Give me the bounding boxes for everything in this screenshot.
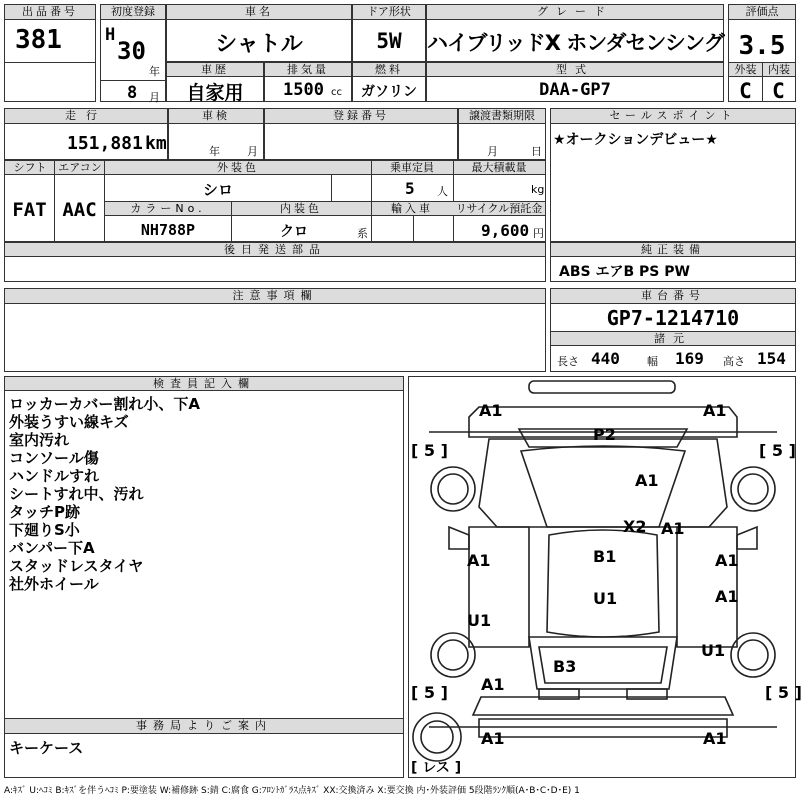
fuel-value: ガソリン [361, 84, 417, 100]
import-label: 輸入車 [371, 202, 453, 216]
exterior-label: 外装 [729, 63, 762, 77]
grade-value: ハイブリッドX ホンダセンシング [427, 31, 724, 55]
max-load-unit: kg [531, 183, 545, 196]
year-value: 30 [117, 37, 146, 65]
later-parts-box [4, 242, 546, 282]
damage-mark: B3 [553, 657, 577, 676]
width-value: 169 [675, 349, 704, 368]
office-label: 事務局よりご案内 [5, 719, 403, 734]
inspection-label: 車検 [169, 109, 263, 124]
tire-mark-rear-left: [ 5 ] [411, 683, 448, 702]
color-no-label: カラーNo. [105, 202, 231, 216]
capacity-label: 乗車定員 [371, 161, 453, 175]
equipment-label: 純正装備 [551, 243, 795, 257]
length-value: 440 [591, 349, 620, 368]
inspection-box [168, 108, 264, 160]
int-color-value: クロ [280, 224, 308, 240]
ext-color-label: 外装色 [105, 161, 371, 175]
history-value: 自家用 [186, 82, 244, 104]
specs-label: 諸元 [551, 332, 795, 346]
inspector-note: ロッカーカバー割れ小、下A [9, 395, 201, 413]
legend-text: A:ｷｽﾞ U:ﾍｺﾐ B:ｷｽﾞを伴うﾍｺﾐ P:要塗装 W:補修跡 S:錆 C:腐食 G:ﾌﾛﾝﾄｶﾞﾗｽ点ｷｽﾞ XX:交換済み X:要交換 内･外装評価 5段階ﾗﾝｸ順(A･B･C･D･E) 1 [4, 786, 580, 796]
history-label: 車歴 [167, 63, 263, 77]
score-value: 3.5 [738, 31, 786, 61]
recycle-label: リサイクル預託金 [453, 202, 545, 216]
sales-point-label: セールスポイント [551, 109, 795, 124]
history-box [166, 62, 264, 102]
damage-mark: P2 [593, 425, 616, 444]
car-diagram-box [408, 376, 802, 778]
recycle-value: 9,600 [481, 221, 530, 240]
damage-mark: U1 [467, 611, 492, 630]
aircon-value: AAC [62, 199, 97, 221]
damage-mark: A1 [703, 729, 727, 748]
damage-mark: A1 [661, 519, 685, 538]
model-label: 型式 [427, 63, 723, 77]
capacity-value: 5 [405, 179, 415, 198]
damage-mark: X2 [623, 517, 647, 536]
score-label: 評価点 [729, 5, 795, 20]
inspector-notes-list [9, 395, 200, 593]
damage-mark: B1 [593, 547, 617, 566]
exterior-score: C [739, 79, 752, 103]
sales-point-value: ★オークションデビュー★ [553, 132, 718, 148]
inspector-note: バンパー下A [9, 539, 95, 557]
equipment-value: ABS エアB PS PW [559, 264, 690, 280]
damage-mark: U1 [701, 641, 726, 660]
fuel-label: 燃料 [353, 63, 425, 77]
month-value: 8 [127, 83, 138, 103]
recycle-unit: 円 [533, 227, 544, 240]
transfer-month-unit: 月 [487, 145, 498, 158]
shift-value: FAT [12, 199, 47, 221]
damage-mark: A1 [715, 587, 739, 606]
transfer-deadline-label: 譲渡書類期限 [459, 109, 545, 124]
year-unit: 年 [149, 65, 160, 78]
inspector-note: ハンドルすれ [9, 467, 100, 485]
inspector-note: 下廻りS小 [9, 521, 80, 539]
displacement-label: 排気量 [265, 63, 351, 77]
model-box [426, 62, 724, 102]
capacity-unit: 人 [437, 185, 448, 198]
interior-label: 内装 [762, 63, 795, 77]
first-registration-label: 初度登録 [101, 5, 165, 20]
later-parts-label: 後日発送部品 [5, 243, 545, 257]
inspector-note: 外装うすい線キズ [9, 413, 129, 431]
door-box [352, 4, 426, 62]
inspector-notes-label: 検査員記入欄 [5, 377, 403, 391]
registration-number-box [264, 108, 458, 160]
inspection-year-unit: 年 [209, 145, 220, 158]
equipment-box [550, 242, 796, 282]
color-no-value: NH788P [140, 221, 196, 239]
chassis-value: GP7-1214710 [606, 306, 740, 330]
damage-mark: U1 [593, 589, 618, 608]
car-name-value: シャトル [215, 32, 303, 57]
int-color-unit: 系 [357, 227, 368, 240]
mileage-label: 走行 [5, 109, 167, 124]
int-color-label: 内装色 [231, 202, 371, 216]
damage-mark: A1 [715, 551, 739, 570]
car-name-label: 車名 [167, 5, 351, 20]
inspector-note: スタッドレスタイヤ [9, 557, 144, 575]
inspection-month-unit: 月 [247, 145, 258, 158]
lot-number-box [4, 4, 96, 102]
transfer-day-unit: 日 [531, 145, 542, 158]
max-load-label: 最大積載量 [453, 161, 545, 175]
inspector-note: 社外ホイール [9, 575, 99, 593]
inspector-note: 室内汚れ [9, 431, 70, 449]
width-label: 幅 [647, 355, 658, 368]
damage-mark: A1 [481, 729, 505, 748]
fuel-box [352, 62, 426, 102]
registration-number-label: 登録番号 [265, 109, 457, 124]
inspector-note: コンソール傷 [9, 449, 99, 467]
door-label: ドア形状 [353, 5, 425, 20]
grade-label: グレード [427, 5, 723, 20]
grade-box [426, 4, 724, 62]
damage-mark: A1 [467, 551, 491, 570]
era-value: H [105, 25, 116, 45]
sales-point-box [550, 108, 796, 242]
mileage-value: 151,881 [67, 133, 143, 154]
model-value: DAA-GP7 [539, 80, 611, 100]
displacement-value: 1500 [283, 80, 324, 100]
score-box [728, 4, 796, 102]
month-unit: 月 [149, 91, 160, 104]
damage-mark: A1 [703, 401, 727, 420]
tire-mark-front-left: [ 5 ] [411, 441, 448, 460]
displacement-box [264, 62, 352, 102]
mileage-unit: km [145, 133, 167, 154]
damage-mark: A1 [481, 675, 505, 694]
tire-mark-front-right: [ 5 ] [759, 441, 796, 460]
tire-mark-rear-right: [ 5 ] [765, 683, 802, 702]
mileage-box [4, 108, 168, 160]
chassis-label: 車台番号 [551, 289, 795, 304]
shift-aircon-box [4, 160, 546, 242]
inspector-note: タッチP跡 [9, 503, 80, 521]
car-name-box [166, 4, 352, 62]
chassis-box [550, 288, 796, 372]
inspector-notes-box [4, 376, 404, 778]
transfer-deadline-box [458, 108, 546, 160]
first-registration-box [100, 4, 166, 102]
spare-tire-mark: [ レス ] [411, 760, 462, 776]
height-value: 154 [757, 349, 786, 368]
displacement-unit: cc [331, 87, 342, 98]
interior-score: C [772, 79, 785, 103]
damage-mark: A1 [635, 471, 659, 490]
length-label: 長さ [557, 355, 579, 368]
aircon-label: エアコン [55, 161, 105, 175]
caution-box [4, 288, 546, 372]
door-value: 5W [376, 29, 402, 53]
damage-mark: A1 [479, 401, 503, 420]
office-value: キーケース [9, 739, 84, 757]
lot-number-value: 381 [15, 25, 62, 55]
lot-number-label: 出品番号 [5, 5, 95, 20]
ext-color-value: シロ [202, 181, 233, 199]
height-label: 高さ [723, 355, 745, 368]
shift-label: シフト [5, 161, 55, 175]
caution-label: 注意事項欄 [5, 289, 545, 304]
inspector-note: シートすれ中、汚れ [9, 485, 144, 503]
